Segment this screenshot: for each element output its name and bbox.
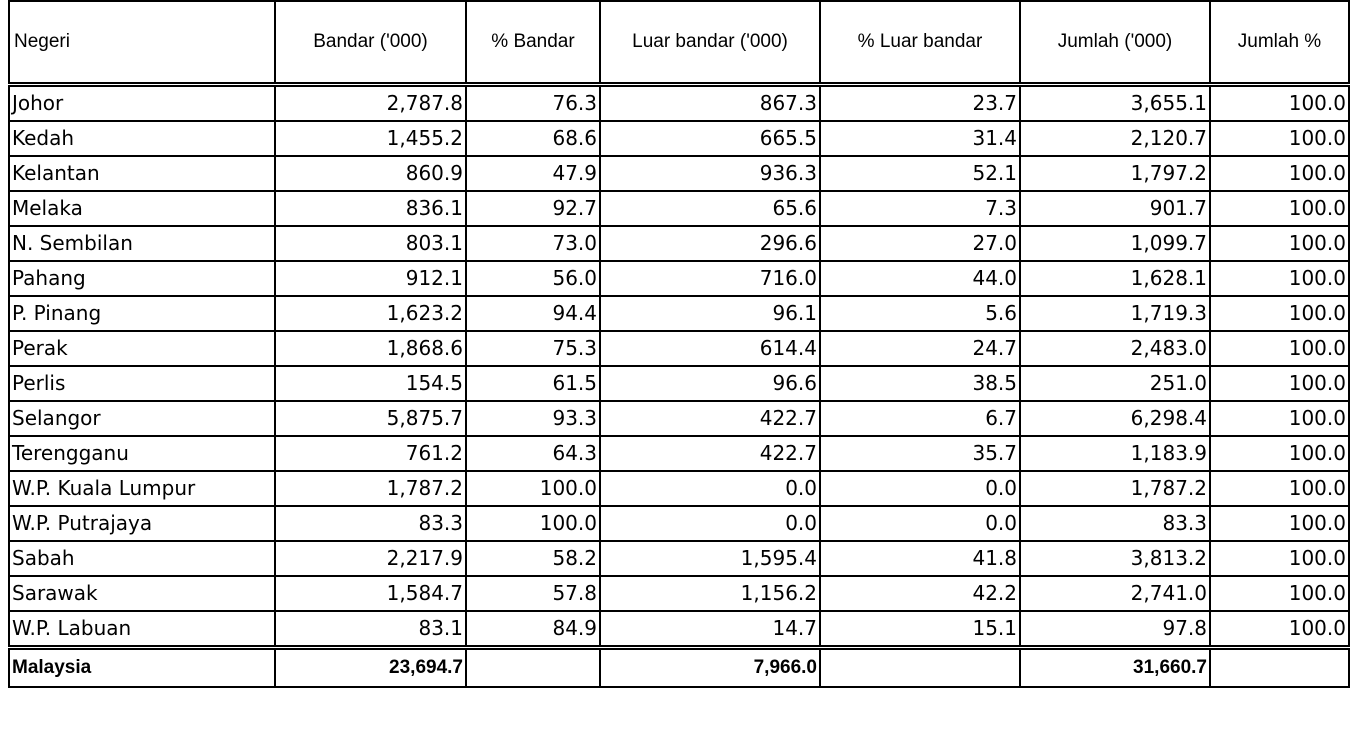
value-cell[interactable]: 35.7: [820, 436, 1020, 471]
value-cell[interactable]: 1,623.2: [275, 296, 466, 331]
state-name-cell[interactable]: Pahang: [9, 261, 275, 296]
header-cell: Negeri: [9, 1, 275, 85]
value-cell[interactable]: 1,183.9: [1020, 436, 1210, 471]
value-cell[interactable]: 100.0: [1210, 576, 1349, 611]
value-cell[interactable]: 61.5: [466, 366, 600, 401]
table-row: [9, 121, 1349, 156]
value-cell[interactable]: 1,787.2: [1020, 471, 1210, 506]
header-cell: Bandar ('000): [275, 1, 466, 85]
value-cell[interactable]: 94.4: [466, 296, 600, 331]
total-row: [9, 648, 1349, 688]
header-cell: % Bandar: [466, 1, 600, 85]
value-cell[interactable]: 47.9: [466, 156, 600, 191]
value-cell[interactable]: 64.3: [466, 436, 600, 471]
value-cell[interactable]: 100.0: [1210, 85, 1349, 122]
value-cell[interactable]: 76.3: [466, 85, 600, 122]
total-label-cell[interactable]: Malaysia: [9, 648, 275, 688]
total-value-cell[interactable]: 7,966.0: [600, 648, 820, 688]
value-cell[interactable]: 867.3: [600, 85, 820, 122]
value-cell[interactable]: 803.1: [275, 226, 466, 261]
total-value-cell[interactable]: [820, 648, 1020, 688]
value-cell[interactable]: 15.1: [820, 611, 1020, 648]
table-row: [9, 331, 1349, 366]
total-value-cell[interactable]: [466, 648, 600, 688]
value-cell[interactable]: 65.6: [600, 191, 820, 226]
state-name-cell[interactable]: Perak: [9, 331, 275, 366]
header-cell: Jumlah %: [1210, 1, 1349, 85]
value-cell[interactable]: 41.8: [820, 541, 1020, 576]
table-row: [9, 296, 1349, 331]
value-cell[interactable]: 100.0: [1210, 436, 1349, 471]
value-cell[interactable]: 1,584.7: [275, 576, 466, 611]
table-row: [9, 541, 1349, 576]
table-row: [9, 401, 1349, 436]
value-cell[interactable]: 57.8: [466, 576, 600, 611]
state-name-cell[interactable]: Perlis: [9, 366, 275, 401]
state-name-cell[interactable]: Sarawak: [9, 576, 275, 611]
value-cell[interactable]: 0.0: [600, 506, 820, 541]
value-cell[interactable]: 2,217.9: [275, 541, 466, 576]
value-cell[interactable]: 1,099.7: [1020, 226, 1210, 261]
value-cell[interactable]: 56.0: [466, 261, 600, 296]
value-cell[interactable]: 0.0: [820, 506, 1020, 541]
value-cell[interactable]: 912.1: [275, 261, 466, 296]
state-name-cell[interactable]: Kedah: [9, 121, 275, 156]
value-cell[interactable]: 75.3: [466, 331, 600, 366]
value-cell[interactable]: 97.8: [1020, 611, 1210, 648]
value-cell[interactable]: 100.0: [1210, 506, 1349, 541]
value-cell[interactable]: 836.1: [275, 191, 466, 226]
value-cell[interactable]: 100.0: [1210, 226, 1349, 261]
value-cell[interactable]: 761.2: [275, 436, 466, 471]
value-cell[interactable]: 716.0: [600, 261, 820, 296]
state-name-cell[interactable]: Terengganu: [9, 436, 275, 471]
value-cell[interactable]: 0.0: [600, 471, 820, 506]
value-cell[interactable]: 3,813.2: [1020, 541, 1210, 576]
value-cell[interactable]: 665.5: [600, 121, 820, 156]
value-cell[interactable]: 100.0: [1210, 156, 1349, 191]
total-value-cell[interactable]: [1210, 648, 1349, 688]
value-cell[interactable]: 73.0: [466, 226, 600, 261]
value-cell[interactable]: 7.3: [820, 191, 1020, 226]
table-row: [9, 506, 1349, 541]
value-cell[interactable]: 100.0: [466, 506, 600, 541]
table-row: [9, 436, 1349, 471]
value-cell[interactable]: 2,787.8: [275, 85, 466, 122]
value-cell[interactable]: 1,156.2: [600, 576, 820, 611]
total-value-cell[interactable]: 31,660.7: [1020, 648, 1210, 688]
value-cell[interactable]: 936.3: [600, 156, 820, 191]
value-cell[interactable]: 23.7: [820, 85, 1020, 122]
value-cell[interactable]: 100.0: [1210, 121, 1349, 156]
value-cell[interactable]: 1,628.1: [1020, 261, 1210, 296]
state-name-cell[interactable]: Selangor: [9, 401, 275, 436]
table-row: [9, 85, 1349, 122]
value-cell[interactable]: 68.6: [466, 121, 600, 156]
value-cell[interactable]: 100.0: [466, 471, 600, 506]
table-row: [9, 226, 1349, 261]
value-cell[interactable]: 44.0: [820, 261, 1020, 296]
value-cell[interactable]: 52.1: [820, 156, 1020, 191]
value-cell[interactable]: 24.7: [820, 331, 1020, 366]
value-cell[interactable]: 100.0: [1210, 471, 1349, 506]
value-cell[interactable]: 2,741.0: [1020, 576, 1210, 611]
value-cell[interactable]: 92.7: [466, 191, 600, 226]
spreadsheet-view: [8, 0, 1346, 688]
header-row: [9, 1, 1349, 85]
state-name-cell[interactable]: N. Sembilan: [9, 226, 275, 261]
header-cell: Luar bandar ('000): [600, 1, 820, 85]
value-cell[interactable]: 3,655.1: [1020, 85, 1210, 122]
value-cell[interactable]: 1,868.6: [275, 331, 466, 366]
state-name-cell[interactable]: Melaka: [9, 191, 275, 226]
value-cell[interactable]: 96.1: [600, 296, 820, 331]
state-name-cell[interactable]: Johor: [9, 85, 275, 122]
value-cell[interactable]: 100.0: [1210, 191, 1349, 226]
value-cell[interactable]: 42.2: [820, 576, 1020, 611]
value-cell[interactable]: 83.3: [1020, 506, 1210, 541]
value-cell[interactable]: 1,455.2: [275, 121, 466, 156]
value-cell[interactable]: 6.7: [820, 401, 1020, 436]
value-cell[interactable]: 6,298.4: [1020, 401, 1210, 436]
value-cell[interactable]: 422.7: [600, 401, 820, 436]
value-cell[interactable]: 2,120.7: [1020, 121, 1210, 156]
state-name-cell[interactable]: W.P. Labuan: [9, 611, 275, 648]
total-value-cell[interactable]: 23,694.7: [275, 648, 466, 688]
value-cell[interactable]: 84.9: [466, 611, 600, 648]
value-cell[interactable]: 100.0: [1210, 296, 1349, 331]
value-cell[interactable]: 860.9: [275, 156, 466, 191]
value-cell[interactable]: 5.6: [820, 296, 1020, 331]
header-cell: Jumlah ('000): [1020, 1, 1210, 85]
table-row: [9, 366, 1349, 401]
value-cell[interactable]: 31.4: [820, 121, 1020, 156]
value-cell[interactable]: 2,483.0: [1020, 331, 1210, 366]
table-row: [9, 191, 1349, 226]
header-cell: % Luar bandar: [820, 1, 1020, 85]
value-cell[interactable]: 614.4: [600, 331, 820, 366]
table-row: [9, 261, 1349, 296]
value-cell[interactable]: 38.5: [820, 366, 1020, 401]
value-cell[interactable]: 83.1: [275, 611, 466, 648]
table-row: [9, 156, 1349, 191]
table-row: [9, 611, 1349, 648]
value-cell[interactable]: 1,595.4: [600, 541, 820, 576]
population-table: [8, 0, 1350, 688]
state-name-cell[interactable]: Kelantan: [9, 156, 275, 191]
state-name-cell[interactable]: W.P. Putrajaya: [9, 506, 275, 541]
value-cell[interactable]: 1,787.2: [275, 471, 466, 506]
value-cell[interactable]: 100.0: [1210, 541, 1349, 576]
value-cell[interactable]: 0.0: [820, 471, 1020, 506]
value-cell[interactable]: 27.0: [820, 226, 1020, 261]
value-cell[interactable]: 422.7: [600, 436, 820, 471]
state-name-cell[interactable]: Sabah: [9, 541, 275, 576]
value-cell[interactable]: 14.7: [600, 611, 820, 648]
table-row: [9, 471, 1349, 506]
value-cell[interactable]: 251.0: [1020, 366, 1210, 401]
value-cell[interactable]: 1,797.2: [1020, 156, 1210, 191]
state-name-cell[interactable]: P. Pinang: [9, 296, 275, 331]
value-cell[interactable]: 93.3: [466, 401, 600, 436]
value-cell[interactable]: 100.0: [1210, 401, 1349, 436]
value-cell[interactable]: 96.6: [600, 366, 820, 401]
value-cell[interactable]: 901.7: [1020, 191, 1210, 226]
value-cell[interactable]: 296.6: [600, 226, 820, 261]
value-cell[interactable]: 100.0: [1210, 331, 1349, 366]
table-row: [9, 576, 1349, 611]
value-cell[interactable]: 100.0: [1210, 366, 1349, 401]
value-cell[interactable]: 58.2: [466, 541, 600, 576]
value-cell[interactable]: 5,875.7: [275, 401, 466, 436]
value-cell[interactable]: 154.5: [275, 366, 466, 401]
value-cell[interactable]: 100.0: [1210, 611, 1349, 648]
state-name-cell[interactable]: W.P. Kuala Lumpur: [9, 471, 275, 506]
value-cell[interactable]: 1,719.3: [1020, 296, 1210, 331]
value-cell[interactable]: 83.3: [275, 506, 466, 541]
value-cell[interactable]: 100.0: [1210, 261, 1349, 296]
